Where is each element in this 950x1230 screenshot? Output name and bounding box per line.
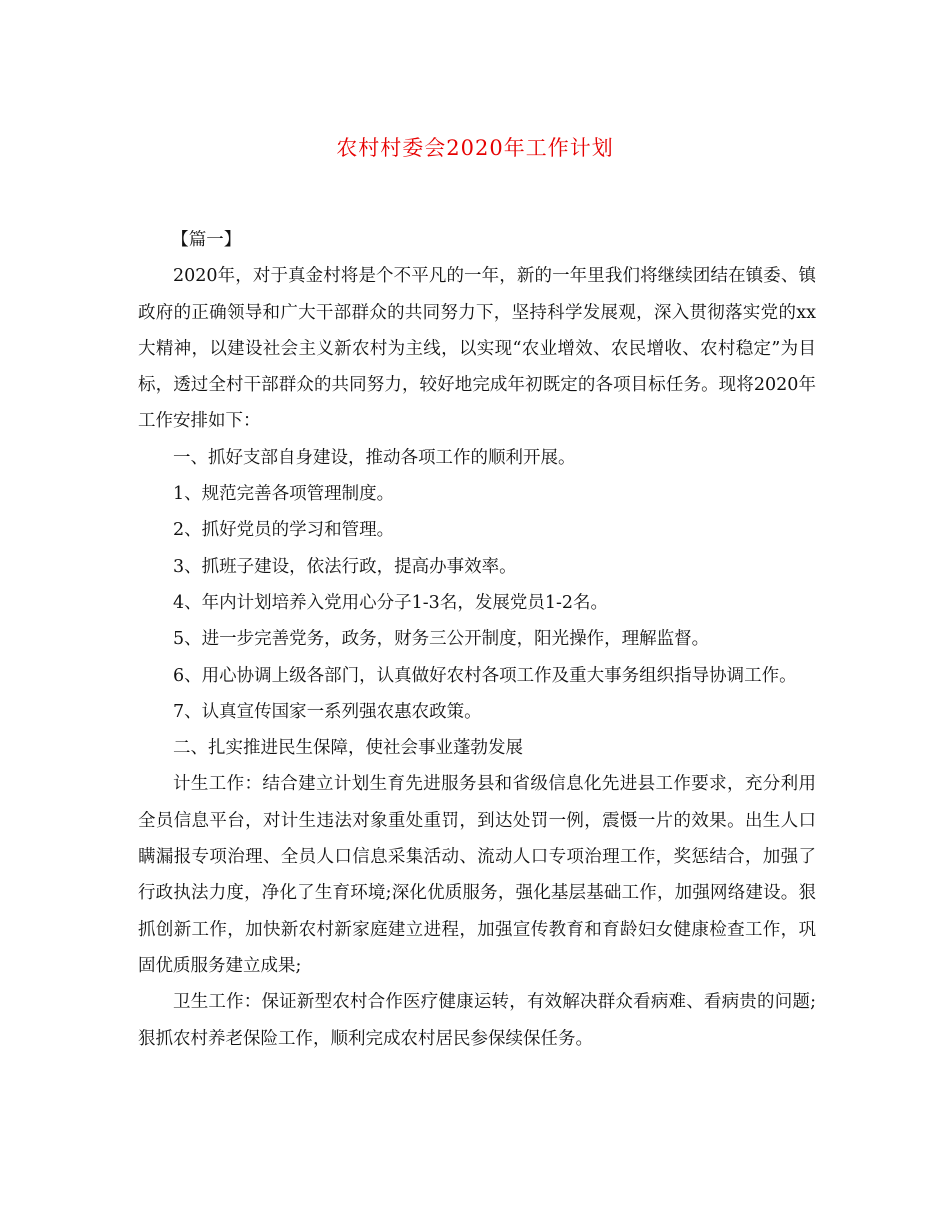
heading-section-one: 一、抓好支部自身建设，推动各项工作的顺利开展。 [173,447,576,468]
list-item: 3、抓班子建设，依法行政，提高办事效率。 [173,556,517,577]
document-title: 农村村委会2020年工作计划 [336,136,614,160]
paragraph-family-planning: 计生工作：结合建立计划生育先进服务县和省级信息化先进县工作要求，充分利用全员信息平台，对计生违法对象重处重罚，到达处罚一例，震慑一片的效果。出生人口瞒漏报专项治理、全员人口信息采集活动、流动人口专项治理工作，奖惩结合，加强了行政执法力度，净化了生育环境;深化优质服务，强化基层基础工作，加强网络建设。狠抓创新工作，加快新农村新家庭建立进程，加强宣传教育和育龄妇女健康检查工作，巩固优质服务建立成果; [138,774,816,976]
paragraph-intro: 2020年，对于真金村将是个不平凡的一年，新的一年里我们将继续团结在镇委、镇政府的正确领导和广大干部群众的共同努力下，坚持科学发展观，深入贯彻落实党的xx大精神，以建设社会主义新农村为主线，以实现“农业增效、农民增收、农村稳定”为目标，透过全村干部群众的共同努力，较好地完成年初既定的各项目标任务。现将2020年工作安排如下： [138,266,816,432]
list-item: 4、年内计划培养入党用心分子1-3名，发展党员1-2名。 [173,592,608,613]
document-body [138,222,816,1057]
list-item: 2、抓好党员的学习和管理。 [173,520,395,541]
paragraph-health: 卫生工作：保证新型农村合作医疗健康运转，有效解决群众看病难、看病贵的问题;狠抓农村养老保险工作，顺利完成农村居民参保续保任务。 [138,992,816,1049]
section-mark: 【篇一】 [171,230,242,250]
list-item: 7、认真宣传国家一系列强农惠农政策。 [173,701,482,722]
heading-section-two: 二、扎实推进民生保障，使社会事业蓬勃发展 [173,738,523,759]
list-item: 5、进一步完善党务，政务，财务三公开制度，阳光操作，理解监督。 [173,629,710,650]
list-item: 1、规范完善各项管理制度。 [173,484,395,505]
list-item: 6、用心协调上级各部门，认真做好农村各项工作及重大事务组织指导协调工作。 [173,665,797,686]
